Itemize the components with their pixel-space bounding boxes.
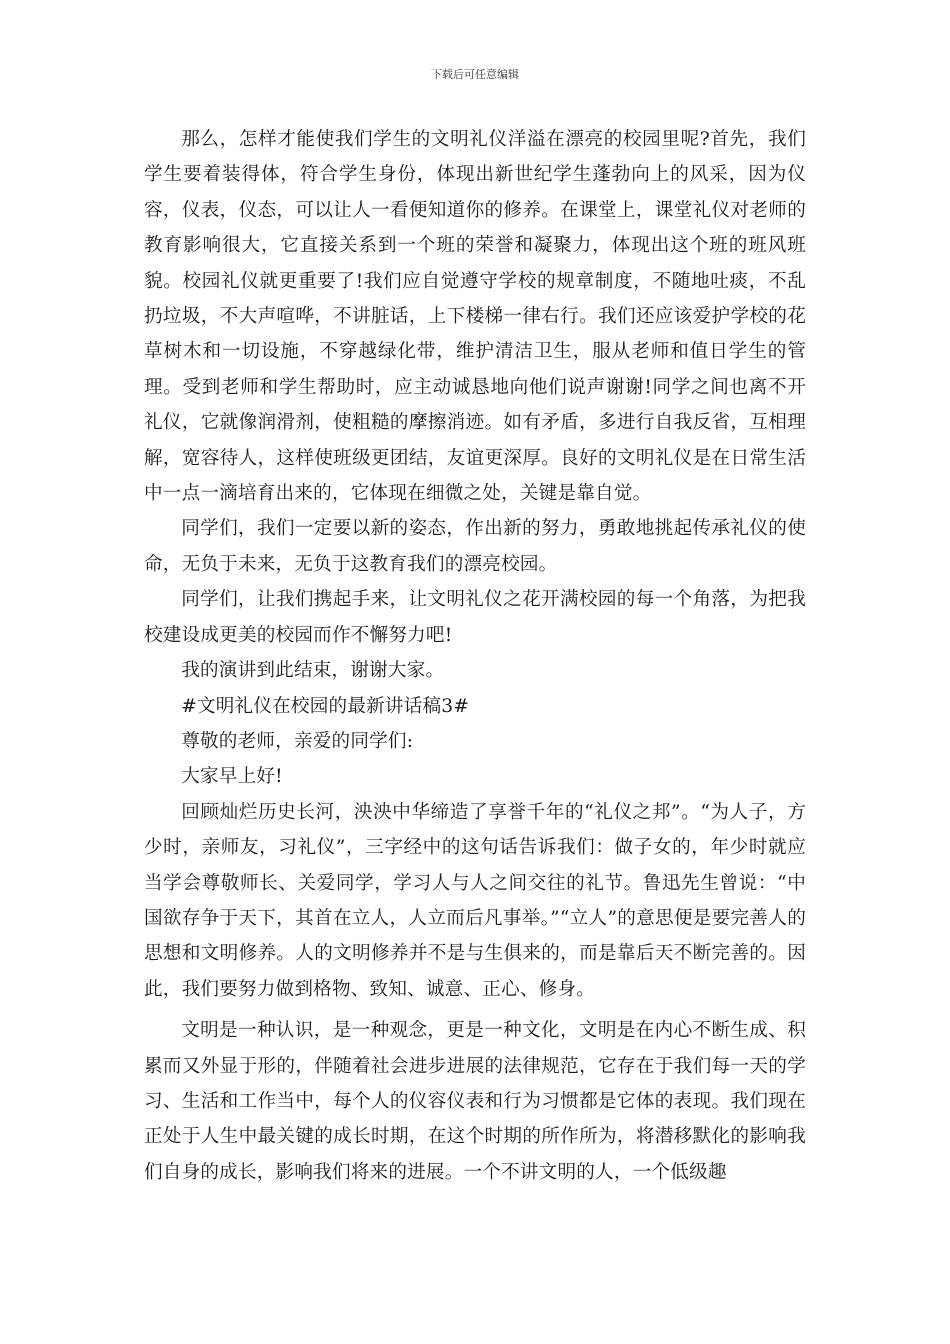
paragraph: 同学们，让我们携起手来，让文明礼仪之花开满校园的每一个角落，为把我校建设成更美的校园而作不懈努力吧! xyxy=(144,589,806,646)
paragraph: 我的演讲到此结束，谢谢大家。 xyxy=(181,660,445,682)
greeting: 大家早上好! xyxy=(181,766,283,788)
page-header: 下载后可任意编辑 xyxy=(431,68,519,81)
paragraph: 回顾灿烂历史长河，泱泱中华缔造了享誉千年的“礼仪之邦”。“为人子，方少时，亲师友，习礼仪”，三字经中的这句话告诉我们：做子女的，年少时就应当学会尊敬师长、关爱同学，学习人与人之间交往的礼节。鲁迅先生曾说：“中国欲存争于天下，其首在立人，人立而后凡事举。”“立人”的意思便是要完善人的思想和文明修养。人的文明修养并不是与生俱来的，而是靠后天不断完善的。因此，我们要努力做到格物、致知、诚意、正心、修身。 xyxy=(144,801,806,1000)
paragraph: 那么，怎样才能使我们学生的文明礼仪洋溢在漂亮的校园里呢?首先，我们学生要着装得体，符合学生身份，体现出新世纪学生蓬勃向上的风采，因为仪容，仪表，仪态，可以让人一看便知道你的修养。在课堂上，课堂礼仪对老师的教育影响很大，它直接关系到一个班的荣誉和凝聚力，体现出这个班的班风班貌。校园礼仪就更重要了!我们应自觉遵守学校的规章制度，不随地吐痰，不乱扔垃圾，不大声喧哗，不讲脏话，上下楼梯一律右行。我们还应该爱护学校的花草树木和一切设施，不穿越绿化带，维护清洁卫生，服从老师和值日学生的管理。受到老师和学生帮助时，应主动诚恳地向他们说声谢谢!同学之间也离不开礼仪，它就像润滑剂，使粗糙的摩擦消迹。如有矛盾，多进行自我反省，互相理解，宽容待人，这样使班级更团结，友谊更深厚。良好的文明礼仪是在日常生活中一点一滴培育出来的，它体现在细微之处，关键是靠自觉。 xyxy=(144,129,806,505)
document-body xyxy=(144,122,806,1190)
paragraph: 文明是一种认识，是一种观念，更是一种文化，文明是在内心不断生成、积累而又外显于形的，伴随着社会进步进展的法律规范，它存在于我们每一天的学习、生活和工作当中，每个人的仪容仪表和行为习惯都是它体的表现。我们现在正处于人生中最关键的成长时期，在这个时期的所作所为，将潜移默化的影响我们自身的成长，影响我们将来的进展。一个不讲文明的人，一个低级趣 xyxy=(144,1020,806,1183)
section-heading: #文明礼仪在校园的最新讲话稿3# xyxy=(181,695,470,717)
paragraph: 同学们，我们一定要以新的姿态，作出新的努力，勇敢地挑起传承礼仪的使命，无负于未来，无负于这教育我们的漂亮校园。 xyxy=(144,518,806,575)
salutation: 尊敬的老师，亲爱的同学们: xyxy=(181,730,414,752)
